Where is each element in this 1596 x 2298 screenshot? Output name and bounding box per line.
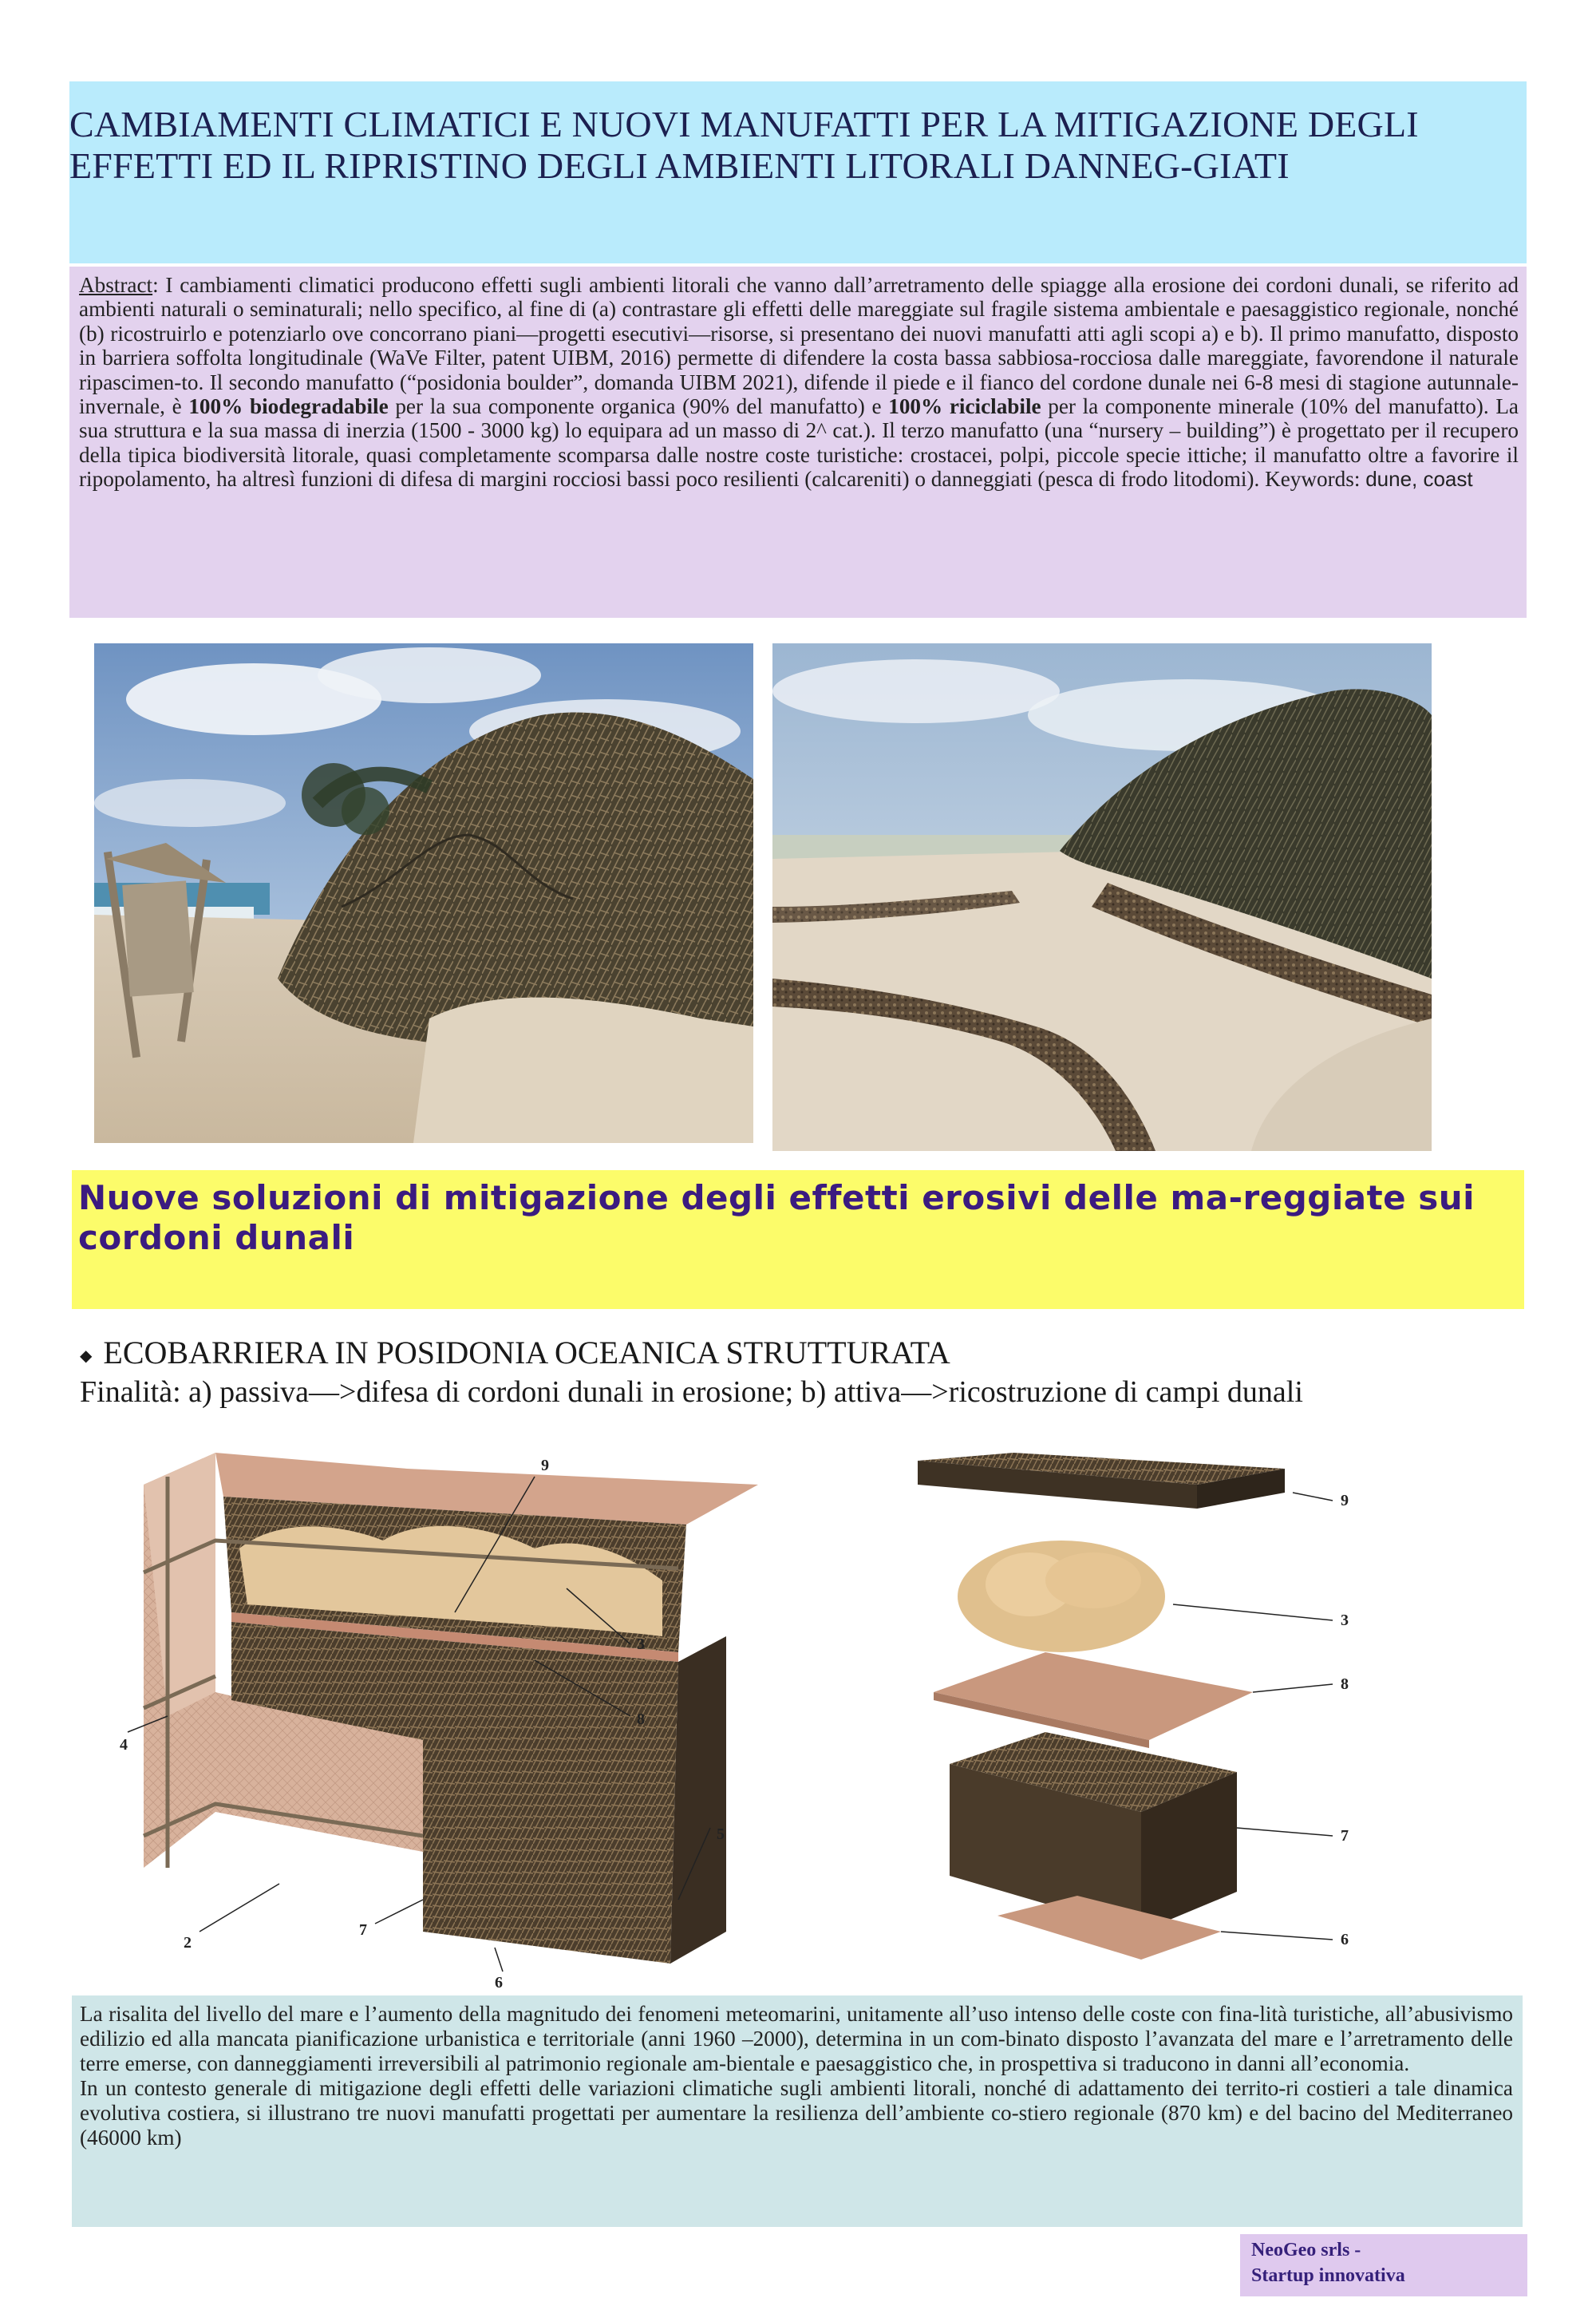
left-callout-6: 6 [495, 1974, 503, 1991]
left-callout-2: 2 [184, 1934, 192, 1952]
footer-company [1240, 2234, 1527, 2296]
abstract-text-part2: per la sua componente organica (90% del manufatto) e [388, 394, 889, 419]
highlight-banner [72, 1170, 1524, 1309]
right-callout-9: 9 [1341, 1492, 1349, 1509]
abstract-keywords: dune, coast [1365, 467, 1473, 492]
diagram-exploded-boulder [918, 1453, 1436, 1964]
abstract-bold-recyclable: 100% riciclabile [888, 394, 1041, 419]
right-callout-7: 7 [1341, 1827, 1349, 1845]
diamond-bullet-icon: ◆ [80, 1347, 93, 1365]
abstract-bold-biodegradable: 100% biodegradabile [188, 394, 389, 419]
right-callout-6: 6 [1341, 1931, 1349, 1948]
footer-company-name: NeoGeo srls - [1251, 2240, 1361, 2260]
summary-section [72, 1995, 1523, 2227]
section-title: ECOBARRIERA IN POSIDONIA OCEANICA STRUTTURATA [103, 1335, 950, 1370]
left-callout-4: 4 [120, 1736, 128, 1754]
photo-eroded-dune-with-sign [94, 643, 753, 1143]
right-callout-3: 3 [1341, 1612, 1349, 1629]
section-purpose: Finalità: a) passiva—>difesa di cordoni dunali in erosione; b) attiva—>ricostruzione di campi dunali [80, 1374, 1303, 1409]
left-callout-8: 8 [637, 1711, 645, 1728]
summary-paragraph-2: In un contesto generale di mitigazione degli effetti delle variazioni climatiche sugli ambienti litorali, nonché di adattamento dei territo-ri costieri a tale dinamica evolutiva costiera, si illustrano tre nuovi manufatti progettati per aumentare la resilienza dell’ambiente co-stiero regionale (870 km) e del bacino del Mediterraneo (46000 km) [80, 2076, 1513, 2150]
abstract-text-part3: per la componente minerale (10% del manufatto). La sua struttura e la sua massa di inerzia (1500 - 3000 kg) lo equipara ad un masso di 2^ cat.). Il terzo manufatto (una “nursery – building”) è progettato per il recupero della tipica biodiversità litorale, quasi completamente scomparsa dalle nostre coste turistiche: crostacei, polpi, piccole specie ittiche; il manufatto oltre a favorire il ripopolamento, ha altresì funzioni di difesa di margini rocciosi bassi poco resilienti (calcareniti) o danneggiati (pesca di frodo litodomi). Keywords: [79, 394, 1519, 492]
footer-company-type: Startup innovativa [1251, 2265, 1405, 2286]
right-callout-8: 8 [1341, 1675, 1349, 1693]
abstract-text-part1: : I cambiamenti climatici producono effetti sugli ambienti litorali che vanno dall’arretramento delle spiagge alla erosione dei cordoni dunali, se riferito ad ambienti naturali o seminaturali; nello specifico, al fine di (a) contrastare gli effetti delle mareggiate sul fragile sistema ambientale e paesaggistico regionale, nonché (b) ricostruirlo e potenziarlo ove concorrano piani—progetti esecutivi—risorse, si presentano dei nuovi manufatti atti agli scopi a) e b). Il primo manufatto, disposto in barriera soffolta longitudinale (WaVe Filter, patent UIBM, 2016) permette di difendere la costa bassa sabbiosa-rocciosa dalle mareggiate, favorendone il naturale ripascimen-to. Il secondo manufatto (“posidonia boulder”, domanda UIBM 2021), difende il piede e il fianco del cordone dunale nei 6-8 mesi di stagione autunnale-invernale, è [79, 273, 1519, 419]
section-heading [80, 1335, 1532, 1410]
left-callout-5: 5 [717, 1825, 725, 1843]
photo-beach-with-posidonia-wrack [772, 643, 1432, 1151]
summary-paragraph-1: La risalita del livello del mare e l’aumento della magnitudo dei fenomeni meteomarini, unitamente all’uso intenso delle coste con fina-lità turistiche, all’abusivismo edilizio ed alla mancata pianificazione urbanistica e territoriale (anni 1960 –2000), determina in un com-binato disposto l’avanzata del mare e l’arretramento delle terre emerse, con danneggiamenti irreversibili al patrimonio regionale am-bientale e paesaggistico che, in prospettiva si traducono in danni all’economia. [80, 2002, 1513, 2075]
left-callout-7: 7 [359, 1921, 367, 1939]
highlight-title: Nuove soluzioni di mitigazione degli effetti erosivi delle ma-reggiate sui cordoni dunali [78, 1178, 1476, 1257]
page-title: CAMBIAMENTI CLIMATICI E NUOVI MANUFATTI PER LA MITIGAZIONE DEGLI EFFETTI ED IL RIPRISTINO DEGLI AMBIENTI LITORALI DANNEG-GIATI [69, 104, 1419, 186]
left-callout-9: 9 [541, 1457, 549, 1474]
diagram-cutaway-boulder [120, 1453, 838, 1995]
title-banner [69, 81, 1527, 263]
abstract-section [69, 267, 1527, 618]
abstract-label: Abstract [79, 273, 153, 297]
left-callout-3: 3 [637, 1635, 645, 1653]
